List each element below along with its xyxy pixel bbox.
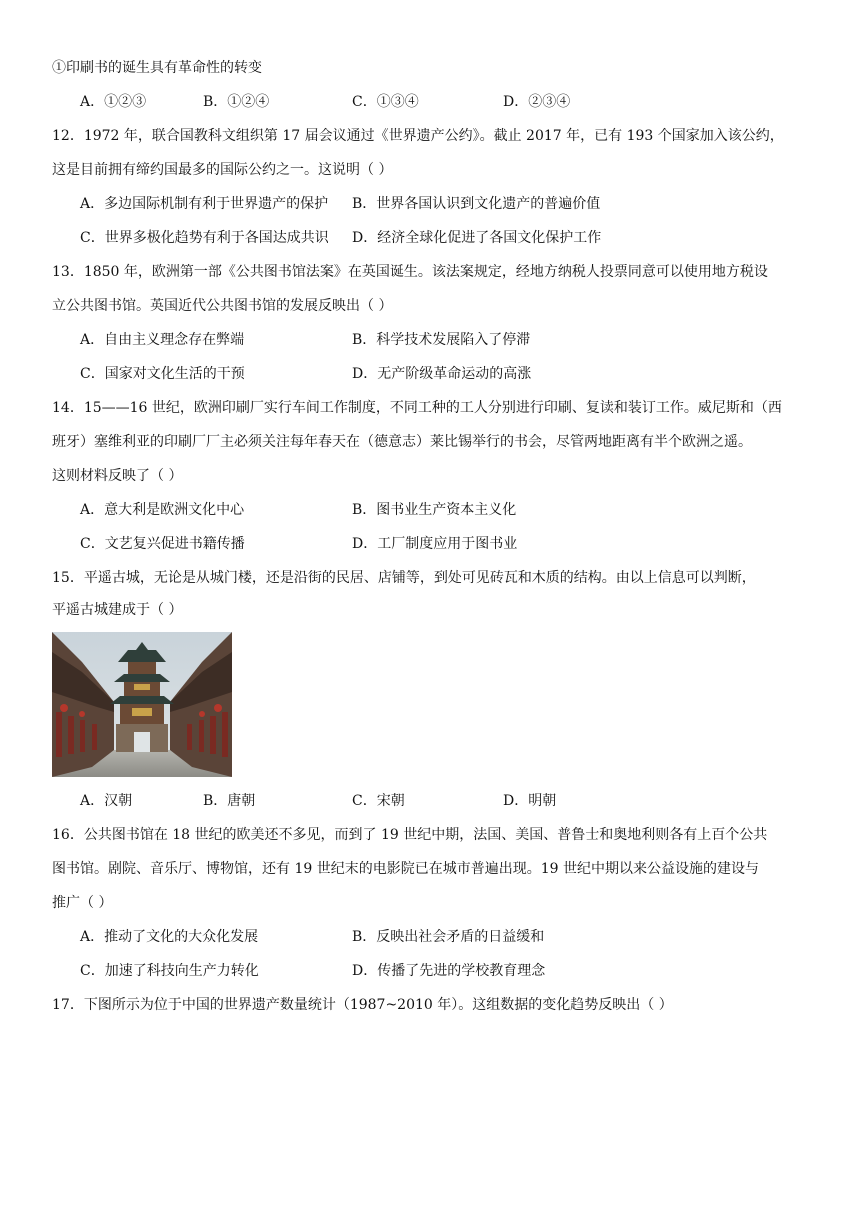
question-15-stem: 15．平遥古城，无论是从城门楼，还是沿街的民居、店铺等，到处可见砖瓦和木质的结构。由以上信息可以判断， (52, 570, 756, 586)
q15-option-c: C．宋朝 (352, 793, 405, 809)
q12-option-a: A．多边国际机制有利于世界遗产的保护 (80, 196, 329, 212)
question-12-stem: 12．1972 年，联合国教科文组织第 17 届会议通过《世界遗产公约》。截止 2017 年，已有 193 个国家加入该公约， (52, 128, 784, 144)
q14-option-d: D．工厂制度应用于图书业 (352, 536, 518, 552)
q15-option-a: A．汉朝 (80, 793, 133, 809)
q14-option-c: C．文艺复兴促进书籍传播 (80, 536, 245, 552)
option-b: B．①②④ (203, 94, 270, 110)
q14-option-b: B．图书业生产资本主义化 (352, 502, 517, 518)
question-13-stem-cont: 立公共图书馆。英国近代公共图书馆的发展反映出（ ） (52, 298, 393, 314)
q12-option-b: B．世界各国认识到文化遗产的普遍价值 (352, 196, 601, 212)
q13-option-a: A．自由主义理念存在弊端 (80, 332, 245, 348)
q12-option-d: D．经济全球化促进了各国文化保护工作 (352, 230, 602, 246)
q16-option-d: D．传播了先进的学校教育理念 (352, 963, 546, 979)
q12-option-c: C．世界多极化趋势有利于各国达成共识 (80, 230, 329, 246)
question-16-stem: 16．公共图书馆在 18 世纪的欧美还不多见，而到了 19 世纪中期，法国、美国、普鲁士和奥地利则各有上百个公共 (52, 827, 768, 843)
q14-option-a: A．意大利是欧洲文化中心 (80, 502, 245, 518)
option-d: D．②③④ (503, 94, 571, 110)
option-a: A．①②③ (80, 94, 147, 110)
question-14-stem: 14．15——16 世纪，欧洲印刷厂实行车间工作制度，不同工种的工人分别进行印刷、复读和装订工作。威尼斯和（西 (52, 400, 782, 416)
question-17-stem: 17．下图所示为位于中国的世界遗产数量统计（1987~2010 年）。这组数据的变化趋势反映出（ ） (52, 997, 673, 1013)
question-14-stem-end: 这则材料反映了（ ） (52, 468, 183, 484)
question-16-stem-end: 推广（ ） (52, 895, 113, 911)
option-c: C．①③④ (352, 94, 419, 110)
q13-option-b: B．科学技术发展陷入了停滞 (352, 332, 531, 348)
q13-option-c: C．国家对文化生活的干预 (80, 366, 245, 382)
q13-option-d: D．无产阶级革命运动的高涨 (352, 366, 532, 382)
question-16-stem-cont: 图书馆。剧院、音乐厅、博物馆，还有 19 世纪末的电影院已在城市普遍出现。19 世纪中期以来公益设施的建设与 (52, 861, 759, 877)
previous-question-statement: ①印刷书的诞生具有革命性的转变 (52, 60, 262, 76)
question-15-stem-cont: 平遥古城建成于（ ） (52, 602, 183, 618)
question-14-stem-cont: 班牙）塞维利亚的印刷厂厂主必须关注每年春天在（德意志）莱比锡举行的书会，尽管两地距离有半个欧洲之遥。 (52, 434, 752, 450)
pingyao-gate-tower-photo (52, 632, 232, 777)
question-12-stem-cont: 这是目前拥有缔约国最多的国际公约之一。这说明（ ） (52, 162, 393, 178)
q15-option-b: B．唐朝 (203, 793, 256, 809)
question-13-stem: 13．1850 年，欧洲第一部《公共图书馆法案》在英国诞生。该法案规定，经地方纳税人投票同意可以使用地方税设 (52, 264, 768, 280)
q16-option-a: A．推动了文化的大众化发展 (80, 929, 259, 945)
q15-option-d: D．明朝 (503, 793, 557, 809)
q16-option-c: C．加速了科技向生产力转化 (80, 963, 259, 979)
q16-option-b: B．反映出社会矛盾的日益缓和 (352, 929, 545, 945)
